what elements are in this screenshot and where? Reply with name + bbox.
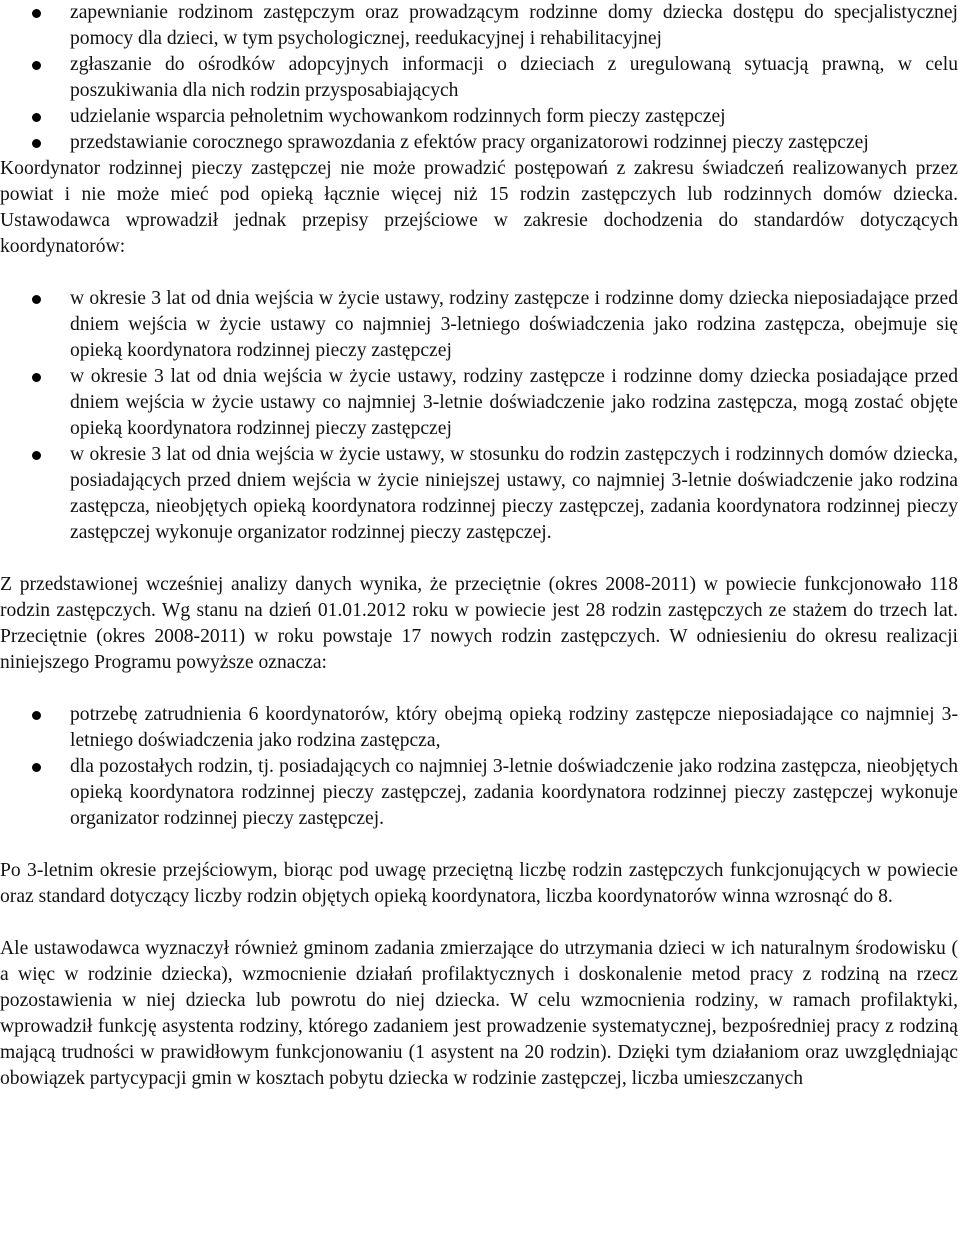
list-item: dla pozostałych rodzin, tj. posiadających co najmniej 3-letnie doświadczenie jako rodzina zastępcza, nieobjętych opieką koordynatora rodzinnej pieczy zastępczej, zadania koordynatora rodzinnej pieczy zastępczej wykonuje organizator rodzinnej pieczy zastępczej. (0, 754, 958, 832)
bullet-list-transitional-rules (0, 286, 958, 546)
paragraph-family-assistant: Ale ustawodawca wyznaczył również gminom zadania zmierzające do utrzymania dzieci w ich naturalnym środowisku ( a więc w rodzinie dziecka), wzmocnienie działań profilaktycznych i doskonalenie metod pracy z rodziną na rzecz pozostawienia w niej dziecka lub powrotu do niej dziecka. W celu wzmocnienia rodziny, w ramach profilaktyki, wprowadził funkcję asystenta rodziny, którego zadaniem jest prowadzenie systematycznej, bezpośredniej pracy z rodziną mającą trudności w prawidłowym funkcjonowaniu (1 asystent na 20 rodzin). Dzięki tym działaniom oraz uwzględniając obowiązek partycypacji gmin w kosztach pobytu dziecka w rodzinie zastępczej, liczba umieszczanych (0, 938, 958, 1089)
paragraph-data-analysis: Z przedstawionej wcześniej analizy danych wynika, że przeciętnie (okres 2008-2011) w powiecie funkcjonowało 118 rodzin zastępczych. Wg stanu na dzień 01.01.2012 roku w powiecie jest 28 rodzin zastępczych ze stażem do trzech lat. Przeciętnie (okres 2008-2011) w roku powstaje 17 nowych rodzin zastępczych. W odniesieniu do okresu realizacji niniejszego Programu powyższe oznacza: (0, 574, 958, 673)
bullet-icon (32, 451, 41, 460)
list-item: zapewnianie rodzinom zastępczym oraz prowadzącym rodzinne domy dziecka dostępu do specjalistycznej pomocy dla dzieci, w tym psychologicznej, reedukacyjnej i rehabilitacyjnej (0, 0, 958, 52)
list-item: przedstawianie corocznego sprawozdania z efektów pracy organizatorowi rodzinnej pieczy zastępczej (0, 130, 958, 156)
bullet-list-duties (0, 0, 958, 156)
bullet-icon (32, 763, 41, 772)
bullet-icon (32, 61, 41, 70)
list-item: zgłaszanie do ośrodków adopcyjnych informacji o dzieciach z uregulowaną sytuacją prawną, w celu poszukiwania dla nich rodzin przysposabiających (0, 52, 958, 104)
bullet-icon (32, 9, 41, 18)
list-item: w okresie 3 lat od dnia wejścia w życie ustawy, rodziny zastępcze i rodzinne domy dziecka posiadające przed dniem wejścia w życie ustawy co najmniej 3-letnie doświadczenie jako rodzina zastępcza, mogą zostać objęte opieką koordynatora rodzinnej pieczy zastępczej (0, 364, 958, 442)
bullet-icon (32, 711, 41, 720)
bullet-icon (32, 113, 41, 122)
list-item: potrzebę zatrudnienia 6 koordynatorów, który obejmą opieką rodziny zastępcze nieposiadające co najmniej 3-letniego doświadczenia jako rodzina zastępcza, (0, 702, 958, 754)
paragraph-after-transition: Po 3-letnim okresie przejściowym, biorąc pod uwagę przeciętną liczbę rodzin zastępczych funkcjonujących w powiecie oraz standard dotyczący liczby rodzin objętych opieką koordynatora, liczba koordynatorów winna wzrosnąć do 8. (0, 860, 958, 907)
bullet-icon (32, 139, 41, 148)
bullet-icon (32, 295, 41, 304)
bullet-icon (32, 373, 41, 382)
list-item: w okresie 3 lat od dnia wejścia w życie ustawy, w stosunku do rodzin zastępczych i rodzinnych domów dziecka, posiadających przed dniem wejścia w życie niniejszej ustawy, co najmniej 3-letnie doświadczenie jako rodzina zastępcza, nieobjętych opieką koordynatora rodzinnej pieczy zastępczej, zadania koordynatora rodzinnej pieczy zastępczej wykonuje organizator rodzinnej pieczy zastępczej. (0, 442, 958, 546)
paragraph-coordinator-limits: Koordynator rodzinnej pieczy zastępczej nie może prowadzić postępowań z zakresu świadczeń realizowanych przez powiat i nie może mieć pod opieką łącznie więcej niż 15 rodzin zastępczych lub rodzinnych domów dziecka. Ustawodawca wprowadził jednak przepisy przejściowe w zakresie dochodzenia do standardów dotyczących koordynatorów: (0, 158, 958, 257)
bullet-list-implications (0, 702, 958, 832)
list-item: w okresie 3 lat od dnia wejścia w życie ustawy, rodziny zastępcze i rodzinne domy dziecka nieposiadające przed dniem wejścia w życie ustawy co najmniej 3-letniego doświadczenia jako rodzina zastępcza, obejmuje się opieką koordynatora rodzinnej pieczy zastępczej (0, 286, 958, 364)
list-item: udzielanie wsparcia pełnoletnim wychowankom rodzinnych form pieczy zastępczej (0, 104, 958, 130)
